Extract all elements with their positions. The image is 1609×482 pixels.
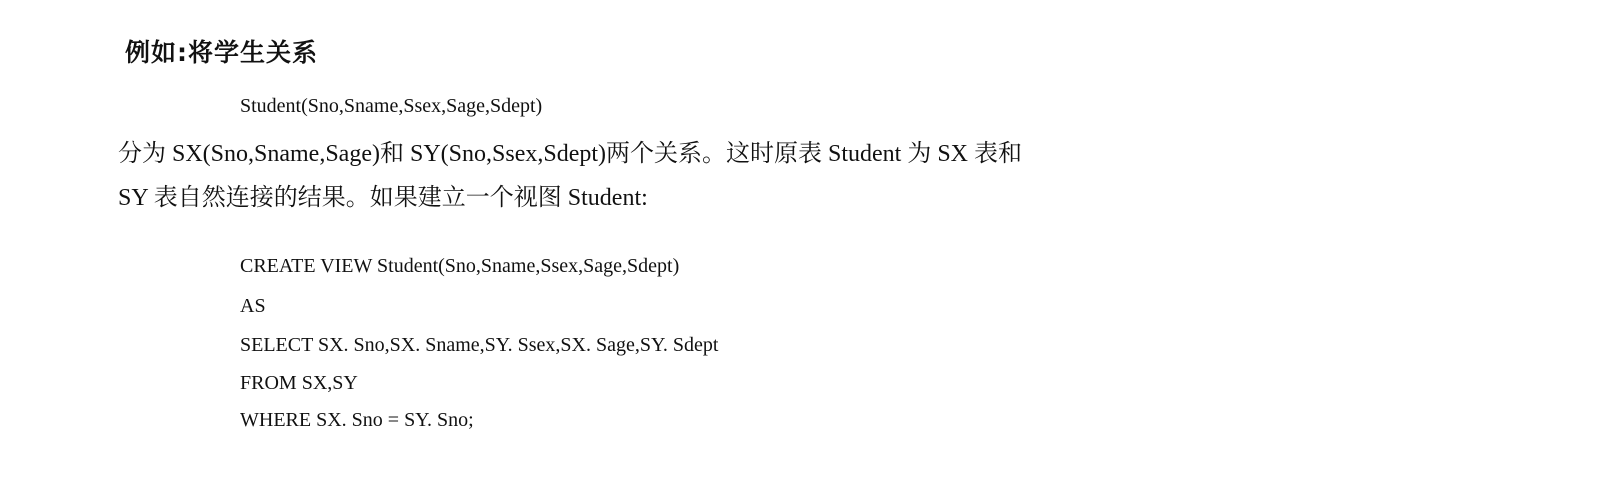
code-line-select: SELECT SX. Sno,SX. Sname,SY. Ssex,SX. Sage,SY. Sdept — [240, 334, 719, 356]
code-line-where: WHERE SX. Sno = SY. Sno; — [240, 409, 474, 431]
paragraph-line-2: SY 表自然连接的结果。如果建立一个视图 Student: — [118, 185, 648, 211]
code-line-from: FROM SX,SY — [240, 372, 358, 394]
paragraph-line-1: 分为 SX(Sno,Sname,Sage)和 SY(Sno,Ssex,Sdept)两个关系。这时原表 Student 为 SX 表和 — [118, 141, 1023, 167]
code-line-create-view: CREATE VIEW Student(Sno,Sname,Ssex,Sage,Sdept) — [240, 255, 680, 277]
relation-schema: Student(Sno,Sname,Ssex,Sage,Sdept) — [240, 95, 543, 117]
intro-heading: 例如:将学生关系 — [125, 38, 318, 67]
code-line-as: AS — [240, 295, 266, 317]
